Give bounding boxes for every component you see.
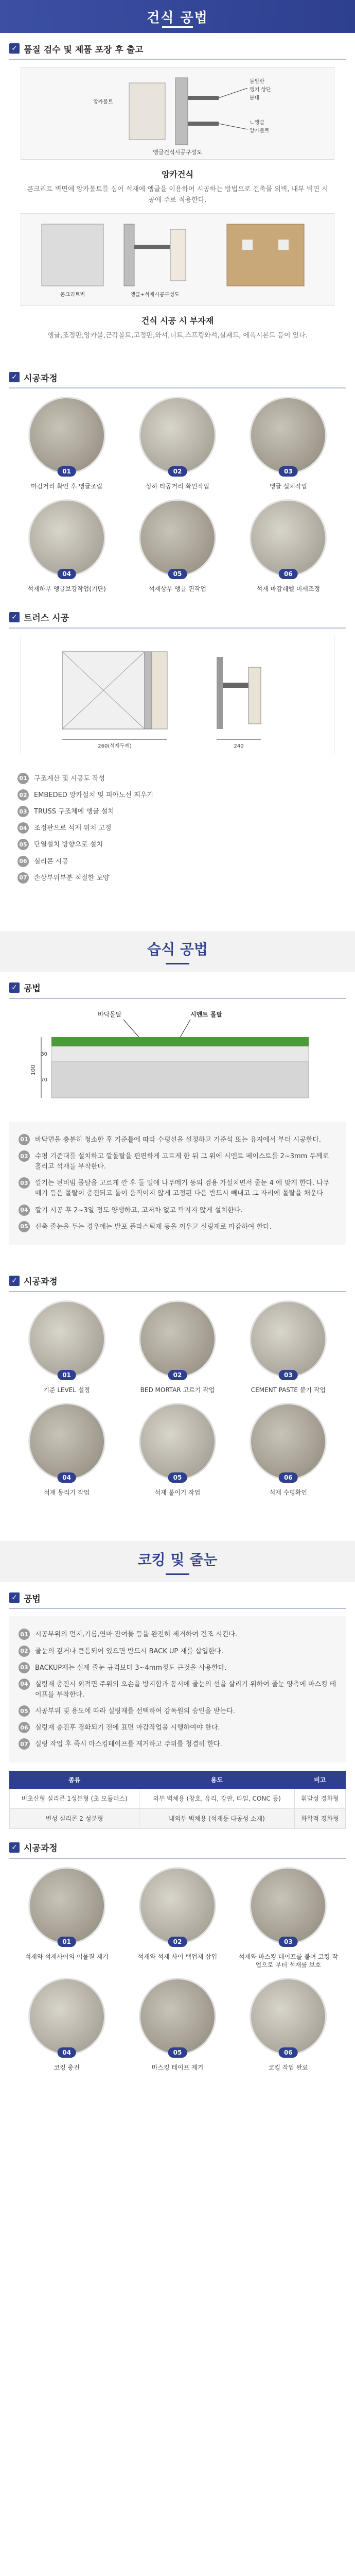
step-text: 시공부위 및 용도에 따라 실링재를 선택하여 감독원의 승인을 받는다. (35, 1707, 235, 1716)
step-caption: 석재 마감레벨 미세조정 (256, 585, 321, 593)
list-item (17, 839, 338, 850)
dry-photo-grid (0, 388, 355, 602)
step-text: 실링재 충진시 외적면 주위의 오손을 방지함과 동시에 줄눈의 선을 살리기 위하여 줄눈 양측에 마스킹 테이프를 부착한다. (35, 1680, 336, 1699)
list-item (17, 822, 338, 834)
list-item (19, 1205, 336, 1216)
process-step (15, 1978, 118, 2072)
dry-method-banner (0, 0, 355, 33)
process-step (15, 397, 118, 491)
process-photo (28, 1300, 105, 1378)
step-badge: 05 (168, 569, 187, 579)
step-text: EMBEDED 앙카설치 및 피아노선 띄우기 (34, 791, 154, 800)
table-cell: 휘발성 경화형 (294, 1788, 345, 1808)
dimension-label: 240 (234, 743, 244, 749)
step-number: 04 (19, 1205, 30, 1216)
list-item (19, 1629, 336, 1640)
step-badge: 01 (57, 1370, 76, 1380)
truss-steps (0, 761, 355, 895)
check-icon: ✓ (9, 982, 20, 993)
step-text: 깔기 시공 후 2~3일 정도 양생하고, 고저차 없고 탁지지 않게 설치한다. (35, 1206, 243, 1214)
step-text: 줄눈의 깊거나 큰틈되어 있으면 반드시 BACK UP 재를 삽입한다. (35, 1647, 224, 1655)
wet-method-heading-label: 공법 (24, 984, 41, 994)
process-step (15, 1867, 118, 1970)
divider (9, 387, 346, 388)
step-text: 시공부위의 먼지,기름,연마 잔여물 등을 완전히 제거하여 건조 시킨다. (35, 1631, 237, 1639)
step-caption: 마스킹 테이프 제거 (151, 2064, 204, 2072)
step-caption: CEMENT PASTE 붙기 작업 (251, 1386, 326, 1394)
dry-process-heading (0, 367, 355, 387)
divider (9, 59, 346, 60)
step-badge: 03 (279, 1370, 298, 1380)
step-caption: 석재 동리기 작업 (44, 1488, 90, 1496)
step-badge: 06 (279, 569, 298, 579)
step-number: 04 (17, 822, 29, 834)
table-header-row (10, 1771, 346, 1788)
table-row (10, 1808, 346, 1828)
check-icon: ✓ (9, 1276, 20, 1286)
caulk-banner (0, 1541, 355, 1582)
caulk-photo-grid (0, 1859, 355, 2080)
diagram-label: 바닥몰탈 (98, 1010, 122, 1018)
process-photo (28, 397, 105, 474)
wet-method-title: 습식 공법 (147, 941, 208, 958)
process-step (15, 499, 118, 594)
step-caption: 코킹 충진 (54, 2064, 80, 2072)
process-photo (139, 397, 216, 474)
step-caption: 기준 LEVEL 설정 (43, 1386, 91, 1394)
process-photo (250, 1867, 327, 1944)
process-step (237, 397, 340, 491)
dry-method-title: 건식 공법 (147, 10, 208, 26)
process-step (15, 1403, 118, 1497)
step-badge: 02 (168, 1370, 187, 1380)
step-caption: 마감거리 확인 후 앵글조립 (31, 483, 103, 490)
step-text: 조정판으로 석재 위치 고정 (34, 824, 112, 833)
list-item (19, 1662, 336, 1673)
diagram-label: 앙카볼트 (250, 128, 270, 134)
process-step (237, 1300, 340, 1395)
divider (9, 628, 346, 629)
table-cell: 화학적 경화형 (294, 1808, 345, 1828)
check-icon: ✓ (9, 1592, 20, 1603)
list-item (19, 1150, 336, 1172)
diagram-label: 분대 (250, 95, 260, 101)
dimension-label: 70 (41, 1077, 47, 1083)
step-number: 05 (17, 839, 29, 850)
process-step (126, 1300, 228, 1395)
truss-diagram-svg (21, 636, 334, 754)
step-number: 04 (19, 1679, 30, 1690)
step-caption: 석재 붙이기 작업 (154, 1488, 201, 1496)
step-badge: 03 (279, 466, 298, 477)
process-photo (250, 1978, 327, 2055)
wet-process-heading (0, 1270, 355, 1291)
dimension-label: 260(석재두께) (98, 743, 132, 749)
process-step (126, 1978, 228, 2072)
step-number: 03 (19, 1177, 30, 1189)
step-number: 01 (17, 773, 29, 784)
sealant-table (9, 1771, 346, 1829)
quality-heading-label: 품질 검수 및 제품 포장 후 출고 (24, 44, 144, 55)
process-photo (139, 1403, 216, 1480)
divider (9, 1608, 346, 1609)
step-caption: 석재상부 앵글 핀작업 (149, 585, 206, 593)
step-caption: 상하 타공거리 확인작업 (146, 483, 209, 490)
diagram-label: 돌발판 (250, 79, 264, 84)
sub-materials-text: 앵글,조정판,앙카볼,근각볼트,고정판,와셔,너트,스프링와셔,실패드, 에폭시본드 등이 있다. (47, 331, 308, 340)
step-text: 수평 기준대를 설치하고 깔몰탈을 편편하게 고르게 한 뒤 그 위에 시멘트 페이스트를 2~3mm 두께로 홀리고 석재를 부착한다. (35, 1153, 329, 1171)
step-caption: 앵글 설치작업 (269, 483, 307, 490)
check-icon: ✓ (9, 372, 20, 382)
process-photo (139, 1867, 216, 1944)
wet-diagram-svg (21, 1006, 333, 1113)
sub-materials-title: 건식 시공 시 부자재 (141, 315, 214, 326)
step-caption: BED MORTAR 고르기 작업 (140, 1386, 215, 1394)
truss-diagram (21, 636, 334, 754)
wet-method-banner (0, 931, 355, 972)
step-badge: 06 (279, 1472, 298, 1483)
check-icon: ✓ (9, 1842, 20, 1853)
process-step (237, 1867, 340, 1970)
step-text: 실리콘 시공 (34, 857, 68, 866)
process-step (126, 1403, 228, 1497)
check-icon: ✓ (9, 612, 20, 622)
caulk-steps (9, 1616, 346, 1762)
angle-dry-diagram-svg (21, 67, 334, 159)
title-underline (166, 1573, 189, 1575)
process-photo (139, 499, 216, 577)
step-text: 신축 줄눈을 두는 경우에는 발포 플라스틱재 등을 끼우고 실링재로 마감하여 한다. (35, 1223, 272, 1231)
caulk-process-heading-label: 시공과정 (24, 1843, 58, 1854)
diagram-label: 앙카볼트 (93, 99, 113, 105)
list-item (19, 1738, 336, 1750)
step-caption: 석재 수평확인 (269, 1488, 307, 1496)
step-badge: 05 (168, 2047, 187, 2058)
step-text: 실링 작업 후 즉시 마스킹테이프를 제거하고 주위를 청결히 한다. (35, 1740, 222, 1749)
title-underline (166, 963, 189, 964)
process-step (237, 499, 340, 594)
step-text: TRUSS 구조체에 앵글 설치 (34, 808, 114, 816)
step-badge: 04 (57, 2047, 76, 2058)
table-row (10, 1788, 346, 1808)
step-number: 07 (17, 872, 29, 884)
process-step (126, 499, 228, 594)
diagram-caption: 앵글건식시공구성도 (153, 149, 202, 156)
table-cell: 비초산형 실리콘 1성분형 (초 모듈러스) (10, 1788, 139, 1808)
anchor-dry-diagram-svg (21, 214, 334, 306)
list-item (17, 773, 338, 784)
list-item (17, 806, 338, 817)
process-photo (139, 1300, 216, 1378)
process-photo (28, 1403, 105, 1480)
step-number: 01 (19, 1629, 30, 1640)
process-photo (250, 397, 327, 474)
step-caption: 석재와 석재 사이 백업재 삽입 (137, 1953, 218, 1960)
divider (9, 1291, 346, 1292)
process-photo (250, 1300, 327, 1378)
step-number: 02 (19, 1150, 30, 1162)
step-text: BACKUP재는 실제 줄눈 규격보다 3~4mm정도 큰것을 사용한다. (35, 1664, 227, 1672)
diagram-caption: 앵글+석재시공구성도 (130, 292, 180, 298)
step-badge: 02 (168, 1937, 187, 1947)
list-item (19, 1221, 336, 1232)
caulk-process-heading (0, 1837, 355, 1858)
diagram-label: 시멘트 몰탈 (190, 1010, 223, 1018)
check-icon: ✓ (9, 43, 20, 54)
angle-dry-diagram (21, 67, 334, 160)
process-step (126, 1867, 228, 1970)
step-text: 바닥면을 충분히 청소한 후 기준틀에 따라 수평선을 설정하고 기준석 또는 유지에서 부터 시공한다. (35, 1136, 322, 1144)
wet-process-heading-label: 시공과정 (24, 1277, 58, 1287)
step-badge: 01 (57, 1937, 76, 1947)
wet-steps (9, 1122, 346, 1245)
step-number: 06 (17, 856, 29, 867)
step-badge: 05 (168, 1472, 187, 1483)
step-text: 구조계산 및 시공도 작성 (34, 774, 105, 783)
list-item (19, 1679, 336, 1700)
process-step (126, 397, 228, 491)
step-badge: 04 (57, 1472, 76, 1483)
wet-photo-grid (0, 1292, 355, 1505)
step-number: 02 (17, 789, 29, 801)
step-number: 02 (19, 1646, 30, 1657)
process-step (15, 1300, 118, 1395)
diagram-caption: 콘크리트벽 (60, 292, 85, 298)
step-caption: 석재와 석재사이의 이물질 제거 (25, 1953, 109, 1960)
list-item (17, 789, 338, 801)
truss-heading (0, 607, 355, 628)
table-cell: 외부 벽체용 (창호, 유리, 강판, 타일, CONC 등) (139, 1788, 294, 1808)
caulk-method-heading (0, 1587, 355, 1608)
step-badge: 03 (279, 1937, 298, 1947)
diagram-label: 앵커 상단 (250, 87, 271, 93)
step-caption: 코킹 작업 완료 (268, 2064, 308, 2072)
divider (9, 998, 346, 999)
divider (9, 1858, 346, 1859)
dry-process-heading-label: 시공과정 (24, 373, 58, 384)
list-item (17, 872, 338, 884)
step-number: 05 (19, 1221, 30, 1232)
table-cell: 변성 실리콘 2 성분형 (10, 1808, 139, 1828)
list-item (17, 856, 338, 867)
step-caption: 석재하부 앵글보강작업(기단) (27, 585, 106, 593)
process-photo (28, 1978, 105, 2055)
wet-method-heading (0, 977, 355, 998)
dimension-label: 30 (41, 1051, 47, 1057)
process-photo (28, 1867, 105, 1944)
step-number: 07 (19, 1738, 30, 1750)
list-item (19, 1134, 336, 1145)
step-text: 실링재 충진후 경화되기 전에 표면 마감작업을 시행하여야 한다. (35, 1724, 220, 1732)
anchor-dry-title: 앙카건식 (162, 170, 193, 179)
step-number: 05 (19, 1705, 30, 1717)
caulk-title: 코킹 및 줄눈 (137, 1551, 218, 1568)
step-number: 03 (19, 1662, 30, 1673)
list-item (19, 1646, 336, 1657)
process-photo (28, 499, 105, 577)
table-header: 용도 (139, 1771, 294, 1788)
process-photo (139, 1978, 216, 2055)
step-number: 03 (17, 806, 29, 817)
list-item (19, 1177, 336, 1199)
dimension-label: 100 (30, 1064, 37, 1076)
table-cell: 내외부 벽체용 (석재등 다공성 소재) (139, 1808, 294, 1828)
anchor-dry-text: 콘크리트 벽면에 앙카볼트를 심어 석재에 앵글을 이용하여 시공하는 방법으로 건축물 외벽, 내부 벽면 시공에 주로 적용한다. (27, 185, 328, 205)
anchor-dry-diagram (21, 213, 334, 306)
step-badge: 01 (57, 466, 76, 477)
step-number: 01 (19, 1134, 30, 1145)
wet-diagram (21, 1006, 334, 1114)
table-header: 종류 (10, 1771, 139, 1788)
step-text: 손상부위부분 적절한 보양 (34, 874, 110, 882)
step-badge: 04 (57, 569, 76, 579)
process-photo (250, 1403, 327, 1480)
quality-heading (0, 38, 355, 59)
step-text: 단열설치 방향으로 설치 (34, 841, 103, 849)
process-step (237, 1403, 340, 1497)
step-badge: 06 (279, 2047, 298, 2058)
diagram-label: ㄴ앵글 (250, 120, 264, 126)
truss-heading-label: 트러스 시공 (24, 613, 69, 624)
list-item (19, 1705, 336, 1717)
caulk-method-heading-label: 공법 (24, 1594, 41, 1604)
process-step (237, 1978, 340, 2072)
process-photo (250, 499, 327, 577)
table-header: 비고 (294, 1771, 345, 1788)
step-text: 깔기는 된비빔 몰탈을 고르게 깐 후 둘 일에 나무메기 등의 검용 가설치면서 줄눈 4 에 맞게 한다. 나무 메기 등은 몰탈이 충전되고 돌이 움직이지 않게 고정된 다음 반드시 빼내고 그 자리에 몰탈을 채운다 (35, 1179, 330, 1198)
list-item (19, 1722, 336, 1733)
step-caption: 석재와 마스킹 테이프를 붙여 코킹 작업으로 부터 석재를 보호 (238, 1953, 338, 1969)
step-badge: 02 (168, 466, 187, 477)
step-number: 06 (19, 1722, 30, 1733)
title-underline (162, 26, 193, 28)
